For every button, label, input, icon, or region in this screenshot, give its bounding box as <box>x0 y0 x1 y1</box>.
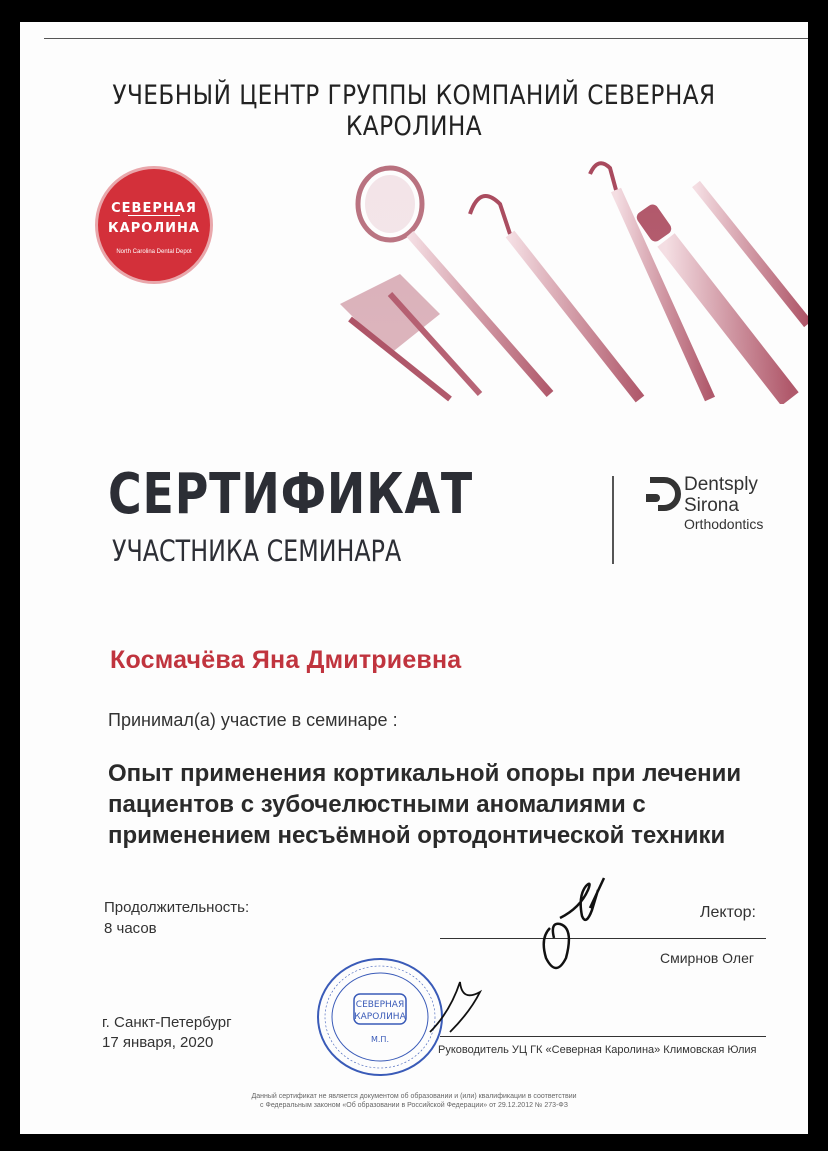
header-divider <box>612 476 614 564</box>
certificate-page <box>20 22 808 1134</box>
legal-footnote <box>20 1092 808 1110</box>
seal-text-line2: КАРОЛИНА <box>354 1012 406 1022</box>
issue-date: 17 января, 2020 <box>102 1034 214 1051</box>
partner-name-line1: Dentsply <box>684 474 758 495</box>
lecturer-label: Лектор: <box>700 904 756 921</box>
participation-intro: Принимал(а) участие в семинаре : <box>108 710 398 730</box>
severnaya-karolina-logo <box>95 166 213 284</box>
head-of-center: Руководитель УЦ ГК «Северная Каролина» Климовская Юлия <box>438 1044 757 1056</box>
seal-text-line1: СЕВЕРНАЯ <box>355 1000 405 1010</box>
seal-mp: М.П. <box>370 1035 390 1044</box>
training-center-name: УЧЕБНЫЙ ЦЕНТР ГРУППЫ КОМПАНИЙ СЕВЕРНАЯ КАРОЛИНА <box>112 80 716 142</box>
certificate-subtitle: УЧАСТНИКА СЕМИНАРА <box>112 534 402 568</box>
logo-tagline: North Carolina Dental Depot <box>116 249 192 255</box>
footnote-line2: с Федеральным законом «Об образовании в Российской Федерации» от 29.12.2012 № 273-ФЗ <box>260 1102 568 1109</box>
head-signature <box>420 972 500 1042</box>
duration-value: 8 часов <box>104 920 157 937</box>
seminar-topic: Опыт применения кортикальной опоры при лечении пациентов с зубочелюстными аномалиями с применением несъёмной ортодонтической техники <box>108 760 742 849</box>
head-signature-line <box>440 1036 766 1037</box>
certificate-title: СЕРТИФИКАТ <box>108 462 474 527</box>
dental-tools-illustration <box>320 144 808 404</box>
lecturer-signature <box>520 868 640 988</box>
participant-name: Космачёва Яна Дмитриевна <box>110 646 462 674</box>
partner-division: Orthodontics <box>684 516 764 532</box>
top-border-line <box>44 38 808 39</box>
footnote-line1: Данный сертификат не является документом об образовании и (или) квалификации в соответствии <box>251 1093 577 1100</box>
logo-text-line2: КАРОЛИНА <box>108 221 200 236</box>
duration-label: Продолжительность: <box>104 899 250 916</box>
logo-text-line1: СЕВЕРНАЯ <box>111 201 197 216</box>
city: г. Санкт-Петербург <box>102 1014 232 1031</box>
partner-name-line2: Sirona <box>684 495 739 516</box>
partner-name <box>684 474 758 516</box>
lecturer-name: Смирнов Олег <box>660 950 754 966</box>
dentsply-sirona-icon <box>642 474 684 516</box>
